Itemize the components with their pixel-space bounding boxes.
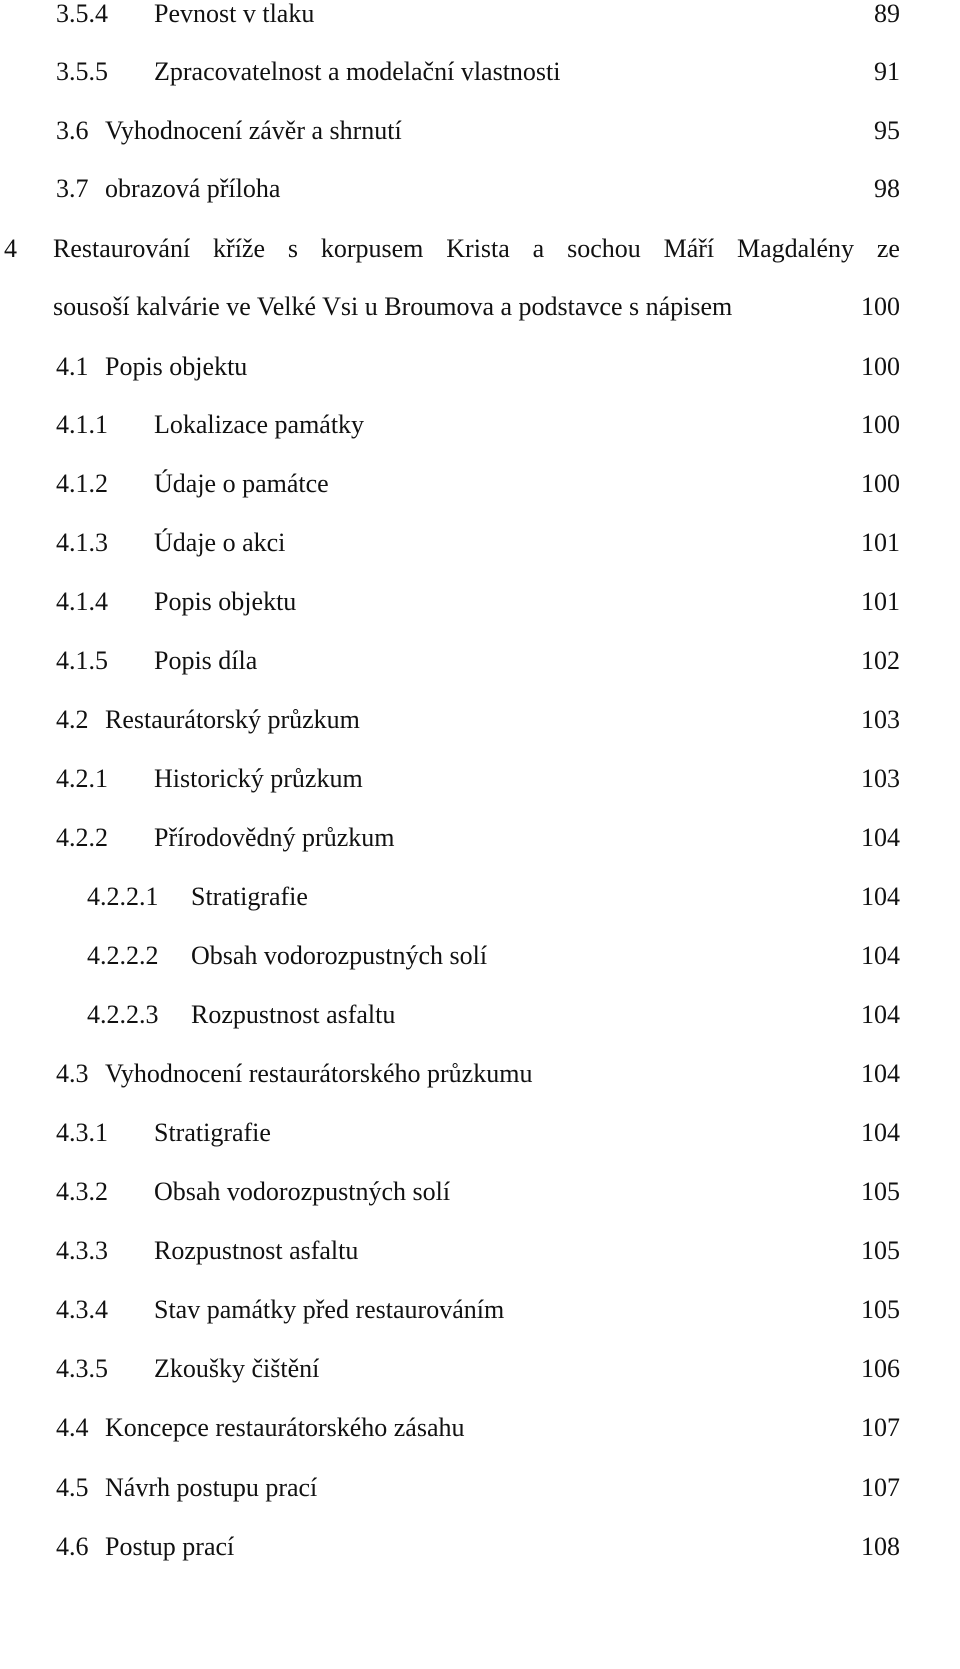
toc-entry-title: Restaurátorský průzkum	[105, 696, 363, 744]
toc-entry-number: 4.3.1	[56, 1118, 108, 1147]
toc-title-word: ze	[876, 234, 900, 263]
toc-entry-chapter-line1	[0, 225, 960, 273]
toc-entry	[0, 755, 960, 803]
toc-entry-page: 89	[870, 0, 900, 38]
toc-entry-number: 4.1.2	[56, 469, 108, 498]
toc-entry-number: 4.1.1	[56, 410, 108, 439]
toc-entry	[0, 1286, 960, 1334]
toc-entry	[0, 637, 960, 685]
toc-entry	[0, 1464, 960, 1512]
toc-entry	[0, 1050, 960, 1098]
toc-entry	[0, 932, 960, 980]
toc-entry-page: 107	[857, 1464, 900, 1512]
toc-entry	[0, 48, 960, 96]
toc-entry-page: 102	[857, 637, 900, 685]
toc-entry	[0, 1109, 960, 1157]
toc-entry	[0, 401, 960, 449]
toc-entry-number: 3.5.4	[56, 0, 108, 28]
toc-title-word: Magdalény	[737, 234, 854, 263]
toc-entry	[0, 460, 960, 508]
toc-entry-title: Vyhodnocení restaurátorského průzkumu	[105, 1050, 535, 1098]
toc-entry-number: 4.3.3	[56, 1236, 108, 1265]
toc-entry	[0, 519, 960, 567]
toc-entry-number: 4	[4, 234, 17, 263]
toc-entry-number: 4.2.2	[56, 823, 108, 852]
toc-entry-title: sousoší kalvárie ve Velké Vsi u Broumova a podstavce s nápisem	[53, 283, 735, 331]
toc-entry	[0, 873, 960, 921]
toc-entry-page: 105	[857, 1168, 900, 1216]
toc-entry-page: 101	[857, 519, 900, 567]
toc-entry-number: 4.6	[56, 1532, 89, 1561]
toc-entry-title: Rozpustnost asfaltu	[191, 991, 398, 1039]
toc-entry	[0, 696, 960, 744]
toc-entry-page: 104	[857, 932, 900, 980]
toc-entry-title: obrazová příloha	[105, 165, 283, 213]
toc-entry-number: 4.3	[56, 1059, 89, 1088]
toc-entry-title: Přírodovědný průzkum	[154, 814, 397, 862]
toc-entry	[0, 991, 960, 1039]
toc-entry-page: 104	[857, 1050, 900, 1098]
toc-entry	[0, 1523, 960, 1571]
toc-entry-page: 104	[857, 1109, 900, 1157]
toc-entry	[0, 578, 960, 626]
toc-entry-page: 103	[857, 696, 900, 744]
toc-title-word: sochou	[567, 234, 641, 263]
toc-entry-number: 3.7	[56, 174, 89, 203]
toc-entry-number: 4.2.2.3	[87, 1000, 159, 1029]
toc-entry-page: 100	[857, 460, 900, 508]
toc-entry	[0, 1227, 960, 1275]
toc-entry-page: 103	[857, 755, 900, 803]
toc-entry-number: 4.4	[56, 1413, 89, 1442]
toc-entry-page: 98	[870, 165, 900, 213]
toc-entry-number: 4.3.2	[56, 1177, 108, 1206]
toc-entry-number: 4.3.4	[56, 1295, 108, 1324]
toc-entry	[0, 1404, 960, 1452]
toc-entry-title: Popis objektu	[154, 578, 299, 626]
toc-entry-title: Koncepce restaurátorského zásahu	[105, 1404, 468, 1452]
toc-entry-number: 4.1.4	[56, 587, 108, 616]
toc-entry-number: 4.2.2.1	[87, 882, 159, 911]
toc-entry-title: Popis objektu	[105, 343, 250, 391]
toc-entry-title: Návrh postupu prací	[105, 1464, 320, 1512]
toc-entry-title: Postup prací	[105, 1523, 237, 1571]
toc-entry-number: 4.1.5	[56, 646, 108, 675]
toc-entry-number: 4.3.5	[56, 1354, 108, 1383]
toc-title-word: Máří	[663, 234, 715, 263]
toc-entry-page: 104	[857, 873, 900, 921]
toc-entry-number: 4.2.2.2	[87, 941, 159, 970]
toc-entry	[0, 814, 960, 862]
toc-entry-page: 95	[870, 107, 900, 155]
toc-entry-number: 4.2.1	[56, 764, 108, 793]
toc-entry	[0, 1345, 960, 1393]
toc-entry-title: Lokalizace památky	[154, 401, 367, 449]
toc-entry-title: Stratigrafie	[191, 873, 311, 921]
toc-entry	[0, 0, 960, 38]
toc-entry-page: 91	[870, 48, 900, 96]
toc-entry-title-line1	[53, 225, 900, 273]
toc-entry-title: Vyhodnocení závěr a shrnutí	[105, 107, 405, 155]
toc-entry-title: Pevnost v tlaku	[154, 0, 317, 38]
toc-entry-title: Zkoušky čištění	[154, 1345, 322, 1393]
toc-entry	[0, 1168, 960, 1216]
toc-entry-number: 4.5	[56, 1473, 89, 1502]
toc-entry-title: Údaje o památce	[154, 460, 332, 508]
toc-title-word: kříže	[213, 234, 266, 263]
toc-entry-page: 106	[857, 1345, 900, 1393]
toc-entry-title: Údaje o akci	[154, 519, 288, 567]
toc-entry-title: Obsah vodorozpustných solí	[154, 1168, 453, 1216]
toc-entry-page: 100	[857, 283, 900, 331]
toc-entry-page: 105	[857, 1286, 900, 1334]
toc-entry-page: 104	[857, 991, 900, 1039]
toc-entry-number: 3.5.5	[56, 57, 108, 86]
toc-title-word: korpusem	[320, 234, 424, 263]
toc-entry-title: Stav památky před restaurováním	[154, 1286, 507, 1334]
toc-title-word: Krista	[446, 234, 510, 263]
toc-entry-page: 104	[857, 814, 900, 862]
toc-entry-page: 105	[857, 1227, 900, 1275]
toc-title-word: Restaurování	[53, 234, 191, 263]
toc-entry-title: Stratigrafie	[154, 1109, 274, 1157]
toc-entry-title: Obsah vodorozpustných solí	[191, 932, 490, 980]
toc-entry-number: 3.6	[56, 116, 89, 145]
toc-entry-number: 4.1.3	[56, 528, 108, 557]
toc-entry-title: Historický průzkum	[154, 755, 366, 803]
toc-entry-page: 107	[857, 1404, 900, 1452]
toc-entry-title: Popis díla	[154, 637, 260, 685]
toc-entry-page: 108	[857, 1523, 900, 1571]
toc-entry	[0, 107, 960, 155]
toc-entry	[0, 343, 960, 391]
toc-entry-number: 4.1	[56, 352, 89, 381]
toc-entry-chapter-line2	[0, 283, 960, 331]
toc-entry-title: Rozpustnost asfaltu	[154, 1227, 361, 1275]
toc-entry-number: 4.2	[56, 705, 89, 734]
toc-entry-page: 101	[857, 578, 900, 626]
toc-entry	[0, 165, 960, 213]
toc-title-word: s	[287, 234, 298, 263]
toc-title-word: a	[532, 234, 545, 263]
toc-entry-page: 100	[857, 401, 900, 449]
toc-entry-page: 100	[857, 343, 900, 391]
toc-entry-title: Zpracovatelnost a modelační vlastnosti	[154, 48, 564, 96]
